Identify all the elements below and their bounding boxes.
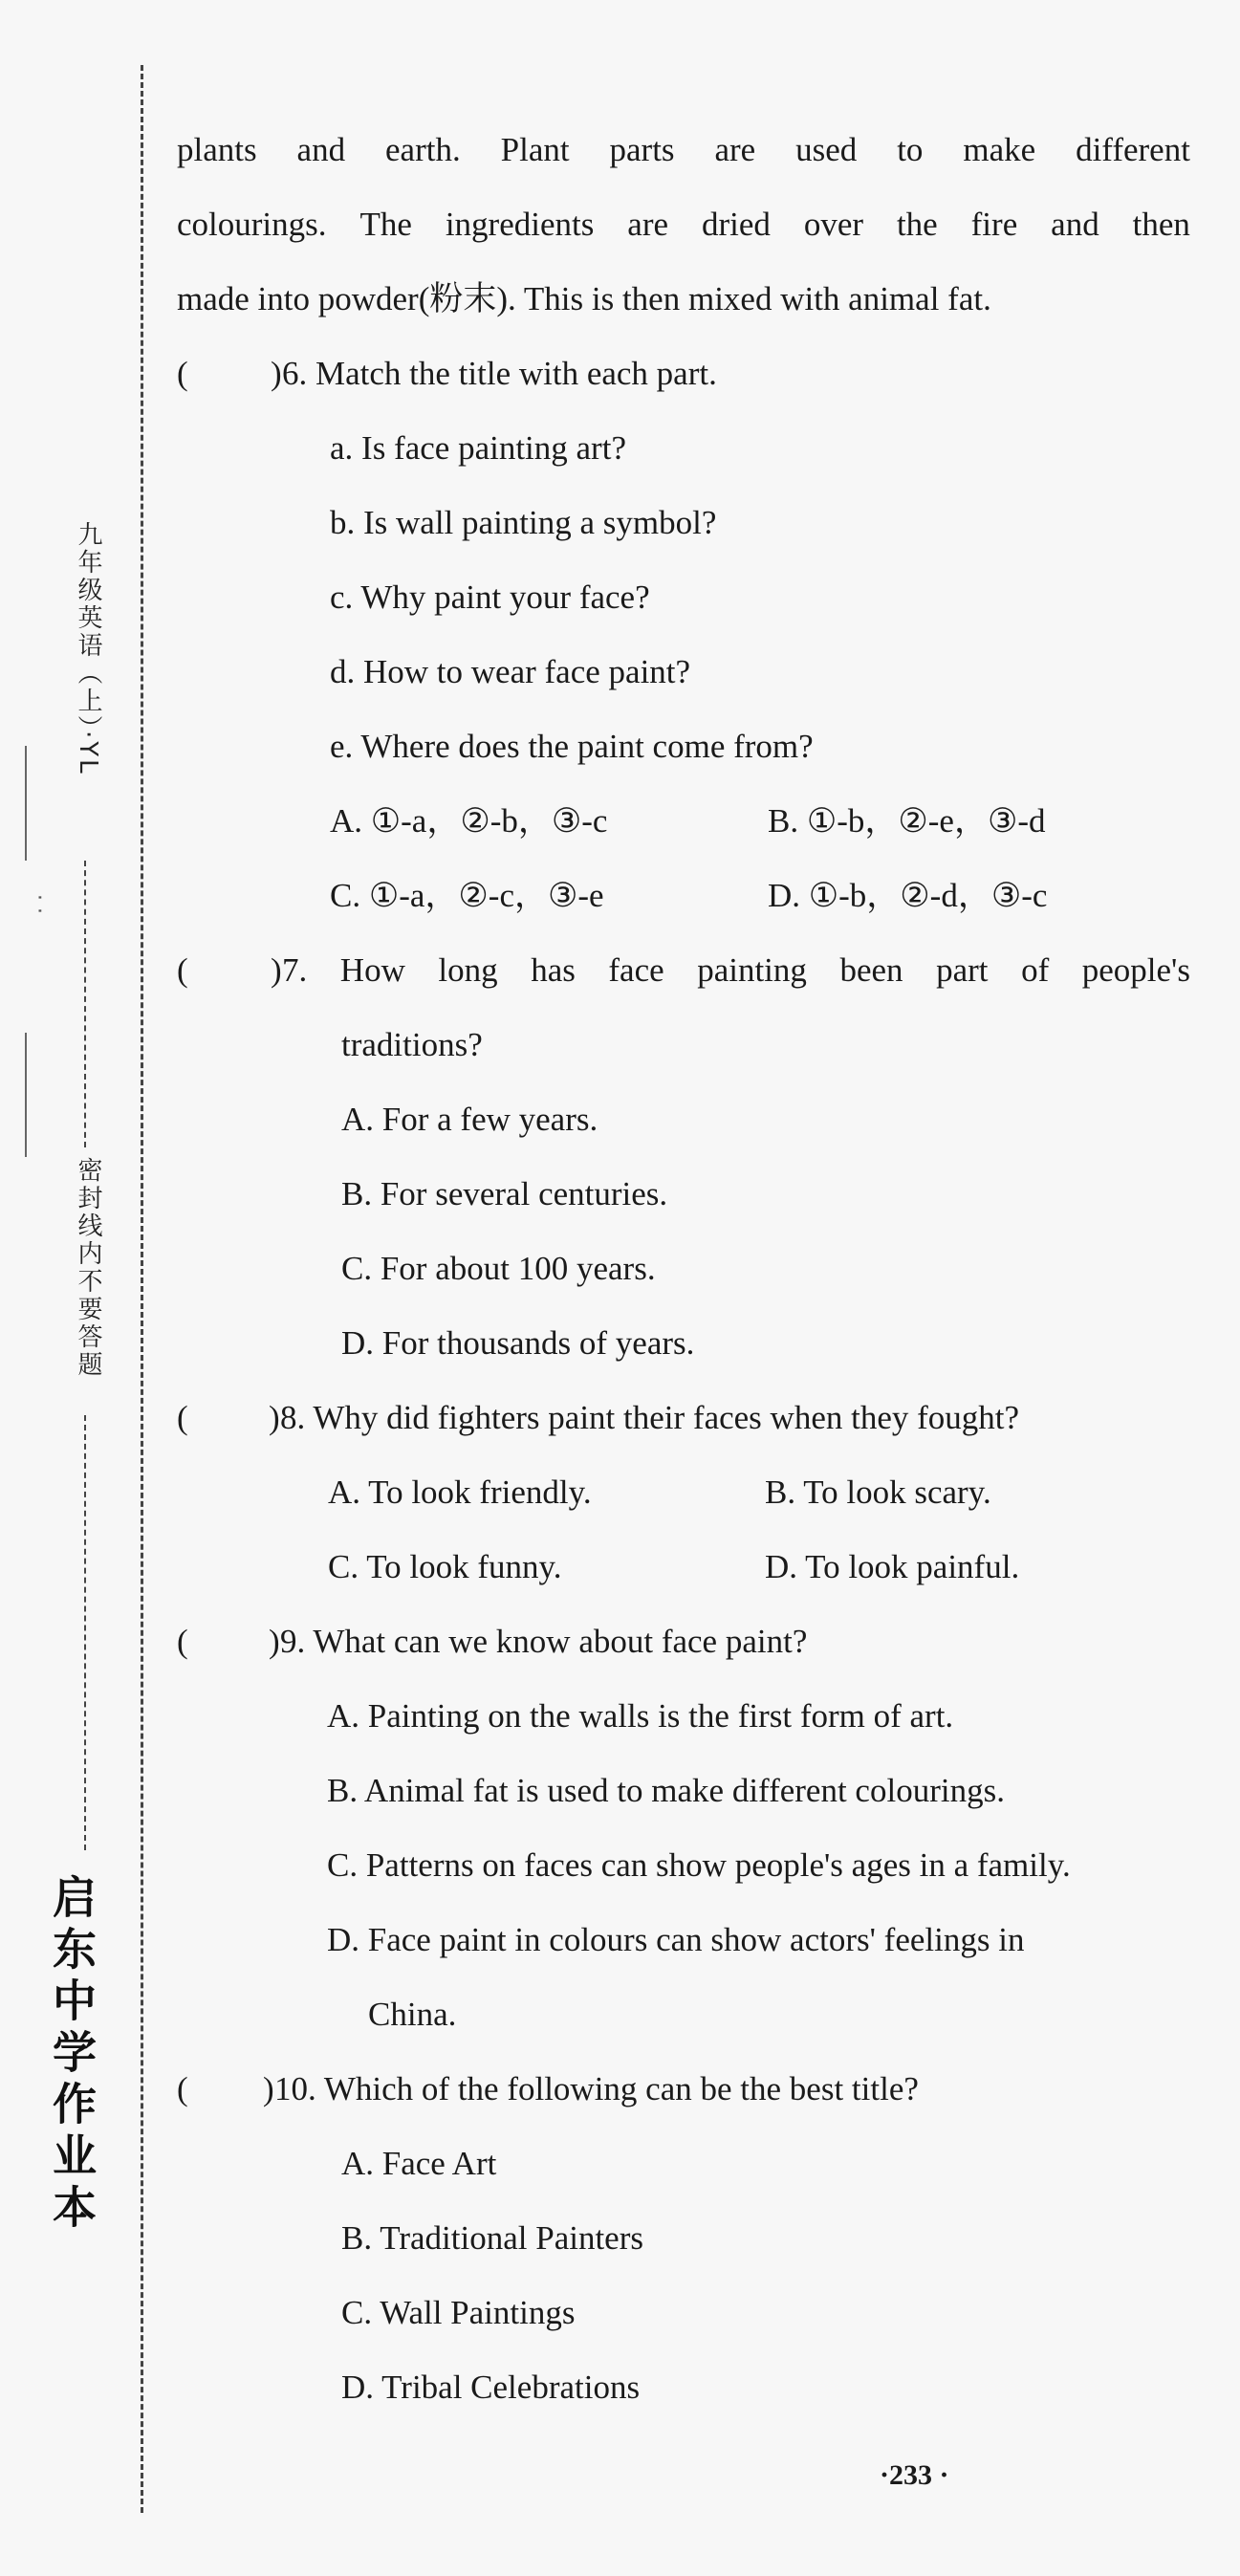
option-d: D. ①-b，②-d，③-c [768, 877, 1048, 914]
option-row [177, 1530, 1190, 1605]
word: has [531, 951, 576, 989]
answer-paren-open[interactable]: ( [177, 1399, 188, 1436]
option-a: A. For a few years. [341, 1101, 598, 1138]
option-c: C. ①-a，②-c，③-e [330, 877, 604, 914]
option-b: B. To look scary. [765, 1474, 991, 1511]
question-6 [177, 337, 1190, 411]
exercise-content [177, 113, 1190, 2425]
word: face [608, 951, 664, 989]
margin-solid-line [25, 1033, 27, 1157]
option-row [177, 1455, 1190, 1530]
word: make [963, 131, 1036, 168]
answer-paren-close: ) [269, 1399, 280, 1436]
word: ingredients [445, 206, 595, 243]
option-c: C. For about 100 years. [341, 1250, 656, 1287]
margin-dashed-rule [84, 1415, 86, 1850]
sub-item: e. Where does the paint come from? [330, 728, 814, 765]
seal-dashed-line [141, 65, 143, 2513]
word: How [339, 951, 405, 989]
option-row [177, 859, 1190, 933]
word: 7. [282, 951, 308, 989]
word: to [897, 131, 924, 168]
word: plants [177, 131, 257, 168]
option-a: A. ①-a，②-b，③-c [330, 802, 608, 840]
word: are [714, 131, 756, 168]
question-stem: 8. Why did fighters paint their faces when they fought? [280, 1399, 1020, 1436]
question-stem: 6. Match the title with each part. [282, 355, 717, 392]
sub-item: c. Why paint your face? [330, 579, 650, 616]
answer-paren-open[interactable]: ( [177, 1623, 188, 1660]
page-number: ·233 · [880, 2459, 949, 2491]
word: over [803, 206, 864, 243]
answer-paren-close: ) [269, 1623, 280, 1660]
passage-line [177, 113, 1190, 187]
passage-line [177, 187, 1190, 262]
option-b: B. ①-b，②-e，③-d [768, 802, 1046, 840]
option-row [177, 784, 1190, 859]
binding-margin [0, 0, 134, 2576]
option-d: D. Tribal Celebrations [341, 2369, 641, 2406]
word: of [1021, 951, 1050, 989]
word: then [1132, 206, 1190, 243]
word: parts [609, 131, 675, 168]
option-d-continued: China. [368, 1996, 457, 2033]
answer-paren-open[interactable]: ( [177, 951, 188, 989]
word: are [627, 206, 669, 243]
word: the [896, 206, 938, 243]
word: people's [1081, 951, 1190, 989]
option-c: C. To look funny. [328, 1548, 562, 1585]
option-d: D. To look painful. [765, 1548, 1020, 1585]
word: painting [697, 951, 807, 989]
question-8 [177, 1381, 1190, 1455]
word: part [936, 951, 989, 989]
option-d: D. For thousands of years. [341, 1324, 695, 1362]
grade-label: 九年级英语（上）·YL [74, 521, 102, 776]
question-stem: 9. What can we know about face paint? [280, 1623, 808, 1660]
word: colourings. [177, 206, 327, 243]
question-10 [177, 2052, 1190, 2127]
question-9 [177, 1605, 1190, 1679]
margin-solid-line [25, 746, 27, 861]
word: long [438, 951, 498, 989]
sub-item: a. Is face painting art? [330, 429, 626, 467]
sub-item: d. How to wear face paint? [330, 653, 691, 690]
word: and [296, 131, 346, 168]
word: earth. [385, 131, 461, 168]
seal-notice: 密封线内不要答题 [74, 1157, 102, 1379]
option-b: B. Traditional Painters [341, 2219, 643, 2257]
margin-dots: · · [27, 894, 51, 914]
word: been [839, 951, 903, 989]
word: Plant [500, 131, 570, 168]
word: fire [970, 206, 1018, 243]
question-stem [282, 933, 1190, 1008]
option-a: A. To look friendly. [328, 1474, 592, 1511]
question-stem: 10. Which of the following can be the best title? [274, 2070, 919, 2107]
option-c: C. Patterns on faces can show people's ages in a family. [327, 1846, 1071, 1884]
option-a: A. Face Art [341, 2145, 497, 2182]
passage-line: made into powder(粉末). This is then mixed with animal fat. [177, 280, 991, 317]
word: used [795, 131, 858, 168]
answer-paren-close: ) [271, 951, 282, 989]
option-b: B. For several centuries. [341, 1175, 668, 1212]
word: The [359, 206, 412, 243]
option-d: D. Face paint in colours can show actors' feelings in [327, 1921, 1025, 1958]
margin-dashed-rule [84, 861, 86, 1147]
word: and [1051, 206, 1099, 243]
sub-item: b. Is wall painting a symbol? [330, 504, 717, 541]
answer-paren-close: ) [271, 355, 282, 392]
word: different [1076, 131, 1190, 168]
option-a: A. Painting on the walls is the first form of art. [327, 1697, 954, 1735]
word: dried [701, 206, 771, 243]
school-name: 启东中学作业本 [46, 1874, 98, 2236]
answer-paren-open[interactable]: ( [177, 355, 188, 392]
answer-paren-close: ) [263, 2070, 274, 2107]
option-b: B. Animal fat is used to make different colourings. [327, 1772, 1005, 1809]
question-stem-continued: traditions? [341, 1026, 483, 1063]
answer-paren-open[interactable]: ( [177, 2070, 188, 2107]
option-c: C. Wall Paintings [341, 2294, 576, 2331]
question-7 [177, 933, 1190, 1008]
